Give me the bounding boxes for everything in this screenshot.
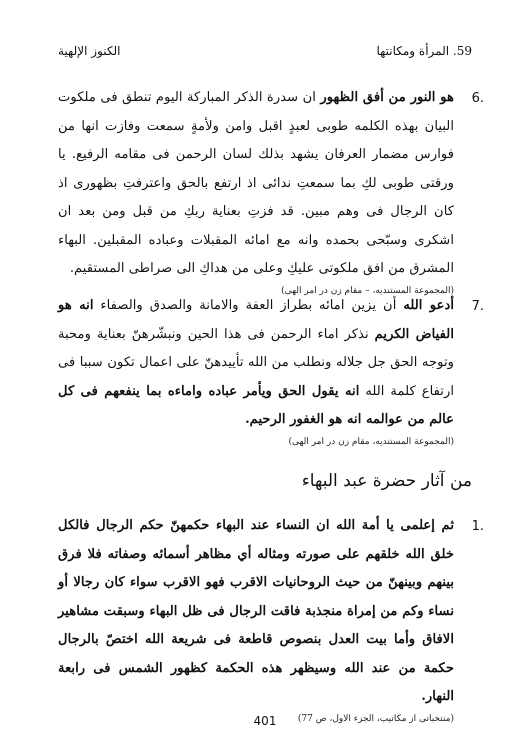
entry-number: 7. xyxy=(471,299,484,314)
entry-text-bold: انه يقول الحق ويأمر عباده واماءه بما ينفعهم فی كل عالم من عوالمه انه هو الغفور الرحيم. xyxy=(58,383,454,427)
source-citation: (منتخباتی از مكاتيب، الجزء الاول، ص 77) xyxy=(297,713,454,724)
entry-6 xyxy=(58,84,482,298)
source-citation: (المجموعة المستنديه، مقام زن در امر الهی) xyxy=(288,436,454,447)
entry-text-span: نذكر اماء الرحمن فی هذا الحين ونبشّرهنّ بعناية ومحبة وتوجه الحق جل جلاله ونطلب من الله تأييدهنّ على اعمال تكون سببا فی ارتفاع كلمة الله xyxy=(58,326,454,399)
header-book-title: الكنوز الإلهية xyxy=(58,44,121,58)
page-number: 401 xyxy=(253,714,277,728)
section-entry-1 xyxy=(58,512,482,726)
header-chapter-title: 59. المرأة ومكانتها xyxy=(376,44,472,58)
entry-number: 6. xyxy=(471,91,484,106)
entry-text-bold: أدعو الله xyxy=(403,298,454,313)
entry-text-bold: هو النور من أفق الظهور xyxy=(320,90,454,105)
source-citation: (المجموعة المستنديه، – مقام زن در امر الهی) xyxy=(281,285,454,296)
entry-number: 1. xyxy=(471,519,484,534)
entry-text-span: ان سدرة الذكر المباركة اليوم تنطق فی ملكوت البيان بهذه الكلمه طوبى لعبدٍ اقبل وامن ولأمةٍ سمعت وفازت انها من فوارس مضمار العرفان يشهد بذلك لسان الرحمن فی مقامه الرفيع. يا ورقتی طوبى لكِ بما سمعتِ ندائی اذ ارتفع بالحق واعترفتِ بظهوری اذ كان الرجال فی وهم مبين. قد فزتِ بعناية ربكِ من قبل ومن بعد ان اشكری وسبّحی بحمده وانه مع امائه المقبلات وعباده المقبلين. البهاء المشرق من افق ملكوتی عليكِ وعلى من هداكِ الى صراطی المستقيم. xyxy=(58,90,454,276)
entry-text-span: أن يزين امائه بطراز العفة والامانة والصدق والصفاء xyxy=(93,298,404,313)
entry-text-bold: انه هو الفياض الكريم xyxy=(58,298,454,342)
entry-text xyxy=(58,512,454,712)
section-heading: من آثار حضرة عبد البهاء xyxy=(301,471,472,491)
running-header xyxy=(58,40,472,62)
entry-text xyxy=(58,292,454,435)
entry-text-bold: ثم إعلمی يا أمة الله ان النساء عند البهاء حكمهنّ حكم الرجال فالكل خلق الله خلقهم على صورته ومثاله أي مظاهر أسمائه وصفاته فلا فرق بينهم وبينهنّ من حيث الروحانيات الاقرب فهو الاقرب سواء كان رجالا أو نساء وكم من إمراة منجذبة فاقت الرجال فی ظل البهاء وسبقت مشاهير الافاق وأما بيت العدل بنصوص قاطعة فی شريعة الله اختصّ بالرجال حكمة من عند الله وسيظهر هذه الحكمة كظهور الشمس فی رابعة النهار. xyxy=(58,518,454,704)
entry-7 xyxy=(58,292,482,449)
entry-text xyxy=(58,84,454,284)
